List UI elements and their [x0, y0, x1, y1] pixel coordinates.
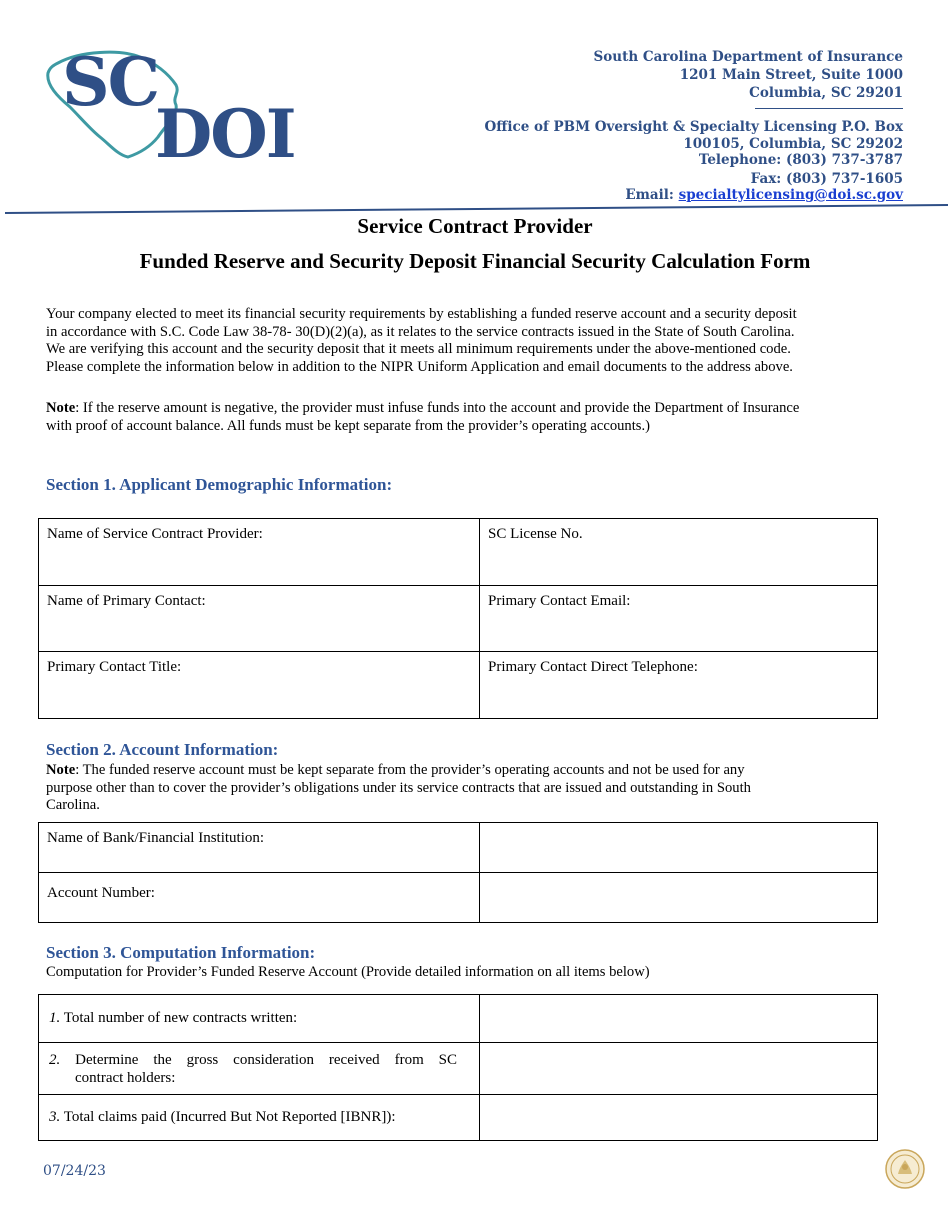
item-number: 3. [49, 1109, 61, 1125]
item-text: Total number of new contracts written: [63, 1010, 298, 1026]
office-line-1: Office of PBM Oversight & Specialty Licensing P.O. Box [484, 119, 903, 135]
account-table [38, 822, 878, 923]
intro-paragraph [46, 306, 906, 376]
intro-line: We are verifying this account and the security deposit that it meets all minimum requirements under the above-mentioned code. [46, 341, 791, 357]
note-text: : If the reserve amount is negative, the provider must infuse funds into the account and provide the Department of Insurance [75, 400, 800, 416]
computation-item-2-input[interactable] [480, 1043, 878, 1095]
primary-contact-title-field[interactable]: Primary Contact Title: [39, 652, 480, 719]
section-1-heading: Section 1. Applicant Demographic Information: [46, 475, 393, 494]
office-fax: Fax: (803) 737-1605 [750, 171, 903, 187]
item-text: Total claims paid (Incurred But Not Reported [IBNR]): [63, 1109, 396, 1125]
section-3-subheading: Computation for Provider’s Funded Reserve Account (Provide detailed information on all items below) [46, 964, 650, 980]
email-link[interactable]: specialtylicensing@doi.sc.gov [678, 187, 903, 203]
intro-line: Please complete the information below in addition to the NIPR Uniform Application and email documents to the address above. [46, 358, 793, 375]
computation-table [38, 994, 878, 1141]
bank-name-input[interactable] [480, 823, 878, 873]
note-text: purpose other than to cover the provider’s obligations under its service contracts that are issued and outstanding in South [46, 779, 751, 796]
address-divider [755, 108, 903, 109]
intro-line: in accordance with S.C. Code Law 38-78- 30(D)(2)(a), as it relates to the service contracts issued in the State of South Carolina. [46, 323, 795, 340]
sc-license-field[interactable]: SC License No. [480, 519, 878, 586]
computation-item-2-label [39, 1043, 480, 1095]
intro-line: Your company elected to meet its financial security requirements by establishing a funded reserve account and a security deposit [46, 306, 797, 322]
section-2-heading: Section 2. Account Information: [46, 740, 279, 759]
primary-contact-email-field[interactable]: Primary Contact Email: [480, 586, 878, 652]
item-number: 2. [49, 1052, 61, 1068]
reserve-note [46, 400, 906, 435]
note-label: Note [46, 400, 76, 416]
logo-sc-text: SC [62, 43, 159, 121]
dept-name: South Carolina Department of Insurance [593, 49, 903, 65]
primary-contact-name-field[interactable]: Name of Primary Contact: [39, 586, 480, 652]
note-text: with proof of account balance. All funds must be kept separate from the provider’s operating accounts.) [46, 417, 650, 434]
page-subtitle: Funded Reserve and Security Deposit Financial Security Calculation Form [139, 249, 811, 273]
state-seal-icon [884, 1148, 926, 1190]
provider-name-field[interactable]: Name of Service Contract Provider: [39, 519, 480, 586]
dept-city: Columbia, SC 29201 [749, 85, 903, 101]
computation-item-1-label [39, 995, 480, 1043]
email-label: Email: [625, 187, 674, 203]
office-line-2: 100105, Columbia, SC 29202 [683, 136, 903, 152]
item-text: Determine the gross consideration received from SC [75, 1052, 457, 1068]
demographic-table [38, 518, 878, 719]
bank-name-label: Name of Bank/Financial Institution: [39, 823, 480, 873]
office-telephone: Telephone: (803) 737-3787 [698, 152, 903, 168]
computation-item-3-input[interactable] [480, 1095, 878, 1141]
primary-contact-phone-field[interactable]: Primary Contact Direct Telephone: [480, 652, 878, 719]
computation-item-1-input[interactable] [480, 995, 878, 1043]
note-text: Carolina. [46, 797, 100, 813]
page-title: Service Contract Provider [357, 214, 593, 238]
account-number-input[interactable] [480, 873, 878, 923]
footer-date: 07/24/23 [43, 1163, 106, 1179]
item-number: 1. [49, 1010, 61, 1026]
note-text: : The funded reserve account must be kept separate from the provider’s operating accounts and not be used for any [75, 762, 745, 778]
item-text: contract holders: [75, 1070, 176, 1086]
logo-doi-text: DOI [155, 95, 295, 173]
account-number-label: Account Number: [39, 873, 480, 923]
note-label: Note [46, 762, 76, 778]
computation-item-3-label [39, 1095, 480, 1141]
scdoi-logo [40, 45, 320, 175]
account-note [46, 762, 906, 815]
section-3-heading: Section 3. Computation Information: [46, 943, 316, 962]
dept-street: 1201 Main Street, Suite 1000 [679, 67, 903, 83]
